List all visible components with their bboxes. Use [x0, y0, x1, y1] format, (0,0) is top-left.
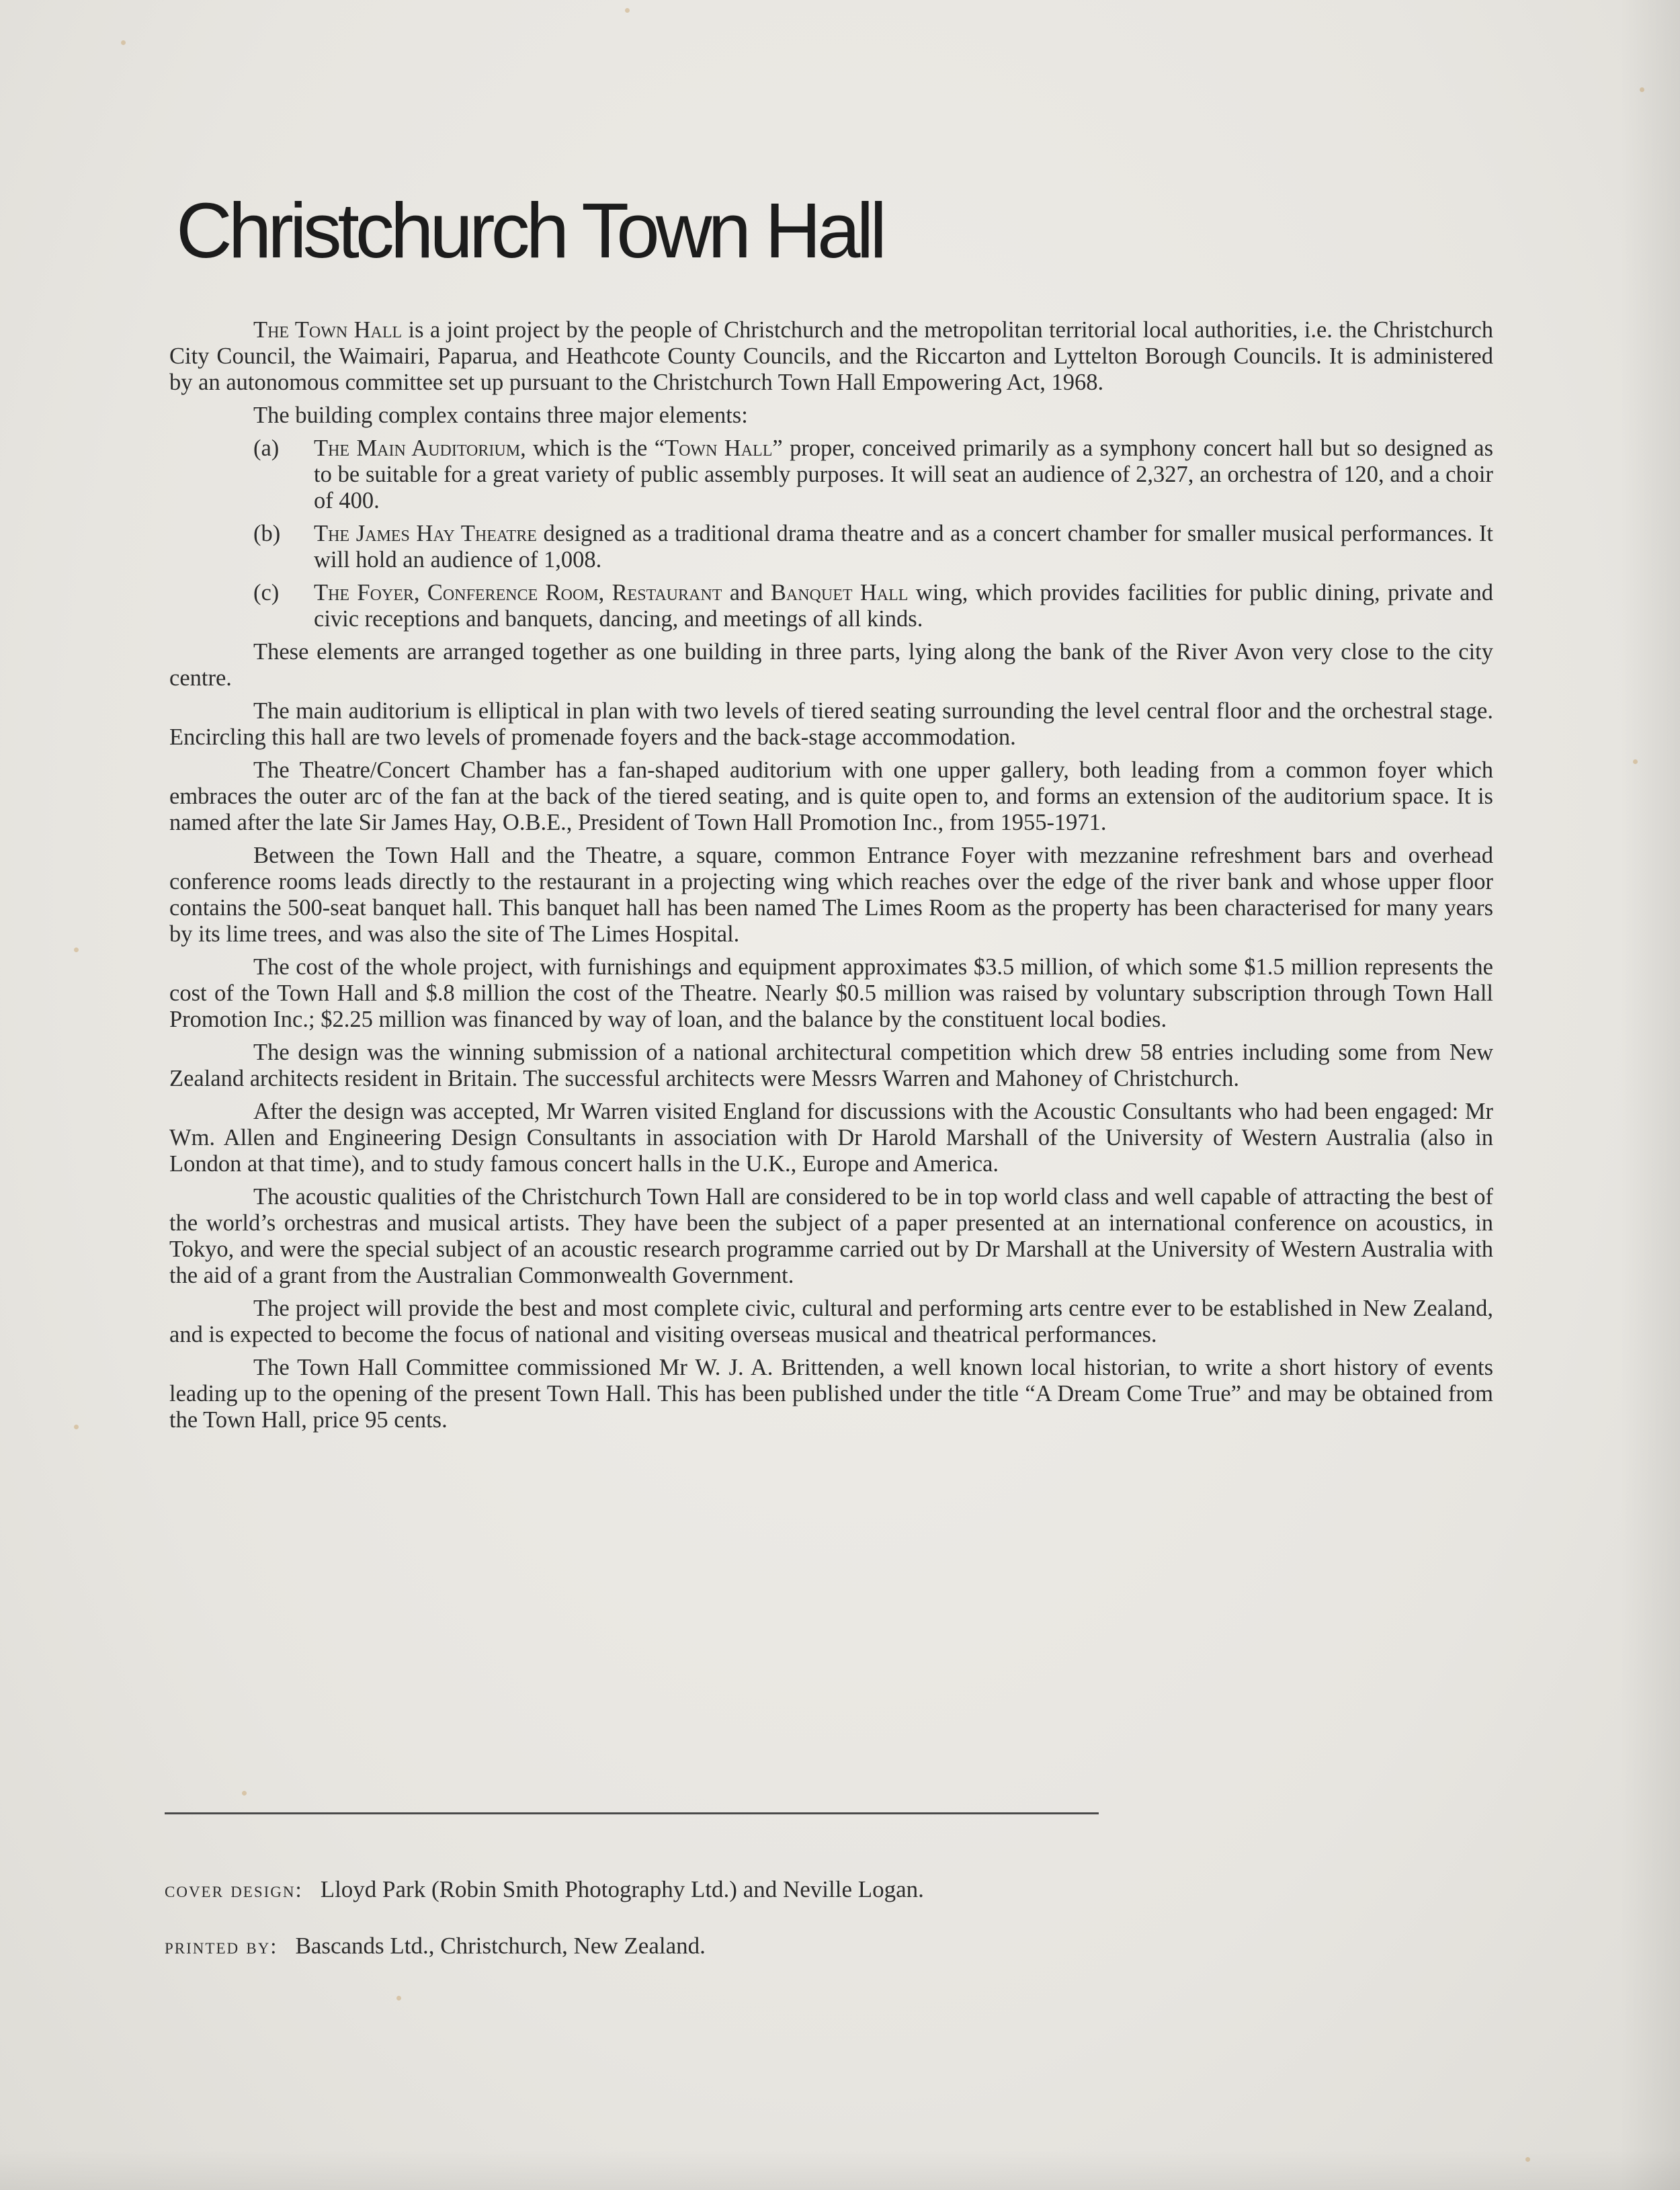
page-edge-shadow — [1620, 0, 1680, 2190]
paragraph-elements-intro: The building complex contains three major elements: — [253, 403, 748, 428]
list-item-main-auditorium — [169, 435, 1493, 514]
paragraph-main-auditorium: The main auditorium is elliptical in plan with two levels of tiered seating surrounding the level central floor and the orchestral stage. Encircling this hall are two levels of promenade foyers and the back-stage accommodation. — [169, 698, 1493, 750]
paper-speck — [74, 947, 79, 952]
list-item-label: (b) — [253, 521, 281, 546]
list-item-james-hay-theatre — [169, 521, 1493, 573]
paragraph-theatre-obe: O.B.E., — [502, 810, 573, 835]
paragraph-acoustic-consultants: After the design was accepted, Mr Warren visited England for discussions with the Acoustic Consultants who had been engaged: Mr Wm. Allen and Engineering Design Consultants in association with Dr Harold Marshall of the University of Western Australia (also in London at that time), and to study famous concert halls in the U.K., Europe and America. — [169, 1099, 1493, 1177]
paragraph-arrangement: These elements are arranged together as one building in three parts, lying along the bank of the River Avon very close to the city centre. — [169, 639, 1493, 691]
list-item-text — [314, 435, 1493, 514]
credit-label: printed by: — [165, 1935, 278, 1959]
paper-speck — [74, 1425, 79, 1429]
paper-speck — [396, 1996, 401, 2001]
list-item-label: (c) — [253, 580, 280, 605]
paragraph-design: The design was the winning submission of a national architectural competition which drew 58 entries including some from New Zealand architects resident in Britain. The successful architects were Messrs Warren and Mahoney of Christchurch. — [169, 1040, 1493, 1091]
paper-speck — [242, 1791, 247, 1796]
list-item-label: (a) — [253, 435, 280, 461]
credit-value: Bascands Ltd., Christchurch, New Zealand. — [295, 1933, 706, 1959]
intro-lead: The Town Hall — [253, 317, 403, 343]
credit-label: cover design: — [165, 1878, 303, 1902]
page-title: Christchurch Town Hall — [176, 187, 884, 274]
paragraph-foyer: Between the Town Hall and the Theatre, a square, common Entrance Foyer with mezzanine refreshment bars and overhead conference rooms leads directly to the restaurant in a projecting wing which reaches over the edge of the river bank and whose upper floor contains the 500-seat banquet hall. This banquet hall has been named The Limes Room as the property has been characterised for many years by its lime trees, and was also the site of The Limes Hospital. — [169, 843, 1493, 947]
credit-printed-by — [165, 1933, 706, 1960]
page-bottom-shadow — [0, 2150, 1680, 2190]
paper-speck — [1633, 759, 1638, 764]
list-item-text — [314, 521, 1493, 573]
list-item-lead: The Main Auditorium, — [314, 435, 526, 461]
article-body — [169, 317, 1493, 1440]
intro-text: is a joint project by the people of Christchurch and the metropolitan territorial local authorities, i.e. the Christchurch City Council, the Waimairi, Paparua, and Heathcote County Councils, and the Riccarton and Lyttelton Borough Councils. It is administered by an autonomous committee set up pursuant to the Christchurch Town Hall Empowering Act, 1968. — [169, 317, 1493, 395]
list-item-text-a: which is the “ — [526, 435, 665, 461]
paper-speck — [1525, 2157, 1530, 2162]
paper-speck — [121, 40, 126, 45]
divider-rule — [165, 1812, 1099, 1814]
credit-cover-design — [165, 1876, 924, 1903]
list-item-text — [314, 580, 1493, 632]
list-item-text-b: ” proper, conceived primarily as a symphony concert hall but so designed as to be suitable for a great variety of public assembly purposes. It will seat an audience of 2,327, an orchestra of 120, and a choir of 400. — [314, 435, 1493, 513]
paragraph-project-outlook: The project will provide the best and most complete civic, cultural and performing arts centre ever to be established in New Zealand, and is expected to become the focus of national and visiting overseas musical and theatrical performances. — [169, 1296, 1493, 1347]
paragraph-acoustic-qualities: The acoustic qualities of the Christchurch Town Hall are considered to be in top world class and well capable of attracting the best of the world’s orchestras and musical artists. They have been the subject of a paper presented at an international conference on acoustics, in Tokyo, and were the special subject of an acoustic research programme carried out by Dr Marshall at the University of Western Australia with the aid of a grant from the Australian Commonwealth Government. — [169, 1184, 1493, 1288]
paper-speck — [625, 8, 630, 13]
list-item-lead: The Foyer, Conference Room, Restaurant — [314, 580, 722, 605]
list-item-lead: The James Hay Theatre — [314, 521, 537, 546]
paper-speck — [1640, 87, 1644, 92]
list-item-text-a: designed as a traditional drama theatre and as a concert chamber for smaller musical performances. It will hold an audience of 1,008. — [314, 521, 1493, 573]
credit-value: Lloyd Park (Robin Smith Photography Ltd.) and Neville Logan. — [320, 1876, 924, 1902]
paragraph-intro — [169, 317, 1493, 396]
paragraph-cost: The cost of the whole project, with furnishings and equipment approximates $3.5 million, of which some $1.5 million represents the cost of the Town Hall and $.8 million the cost of the Theatre. Nearly $0.5 million was raised by voluntary subscription through Town Hall Promotion Inc.; $2.25 million was financed by way of loan, and the balance by the constituent local bodies. — [169, 954, 1493, 1032]
paragraph-history: The Town Hall Committee commissioned Mr W. J. A. Brittenden, a well known local historian, to write a short history of events leading up to the opening of the present Town Hall. This has been published under the title “A Dream Come True” and may be obtained from the Town Hall, price 95 cents. — [169, 1355, 1493, 1433]
list-item-text-a: and — [722, 580, 771, 605]
list-item-text-b: wing, which provides facilities for public dining, private and civic receptions and banquets, dancing, and meetings of all kinds. — [314, 580, 1493, 632]
paragraph-theatre — [169, 757, 1493, 836]
list-item-foyer-wing — [169, 580, 1493, 632]
list-item-smallcaps: Banquet Hall — [770, 580, 909, 605]
paragraph-theatre-text-b: President of Town Hall Promotion Inc., from 1955-1971. — [572, 810, 1107, 835]
paragraph-theatre-text-a: The Theatre/Concert Chamber has a fan-shaped auditorium with one upper gallery, both leading from a common foyer which embraces the outer arc of the fan at the back of the tiered seating, and is quite open to, and forms an extension of the auditorium space. It is named after the late Sir James Hay, — [169, 757, 1493, 835]
list-item-smallcaps: Town Hall — [665, 435, 773, 461]
